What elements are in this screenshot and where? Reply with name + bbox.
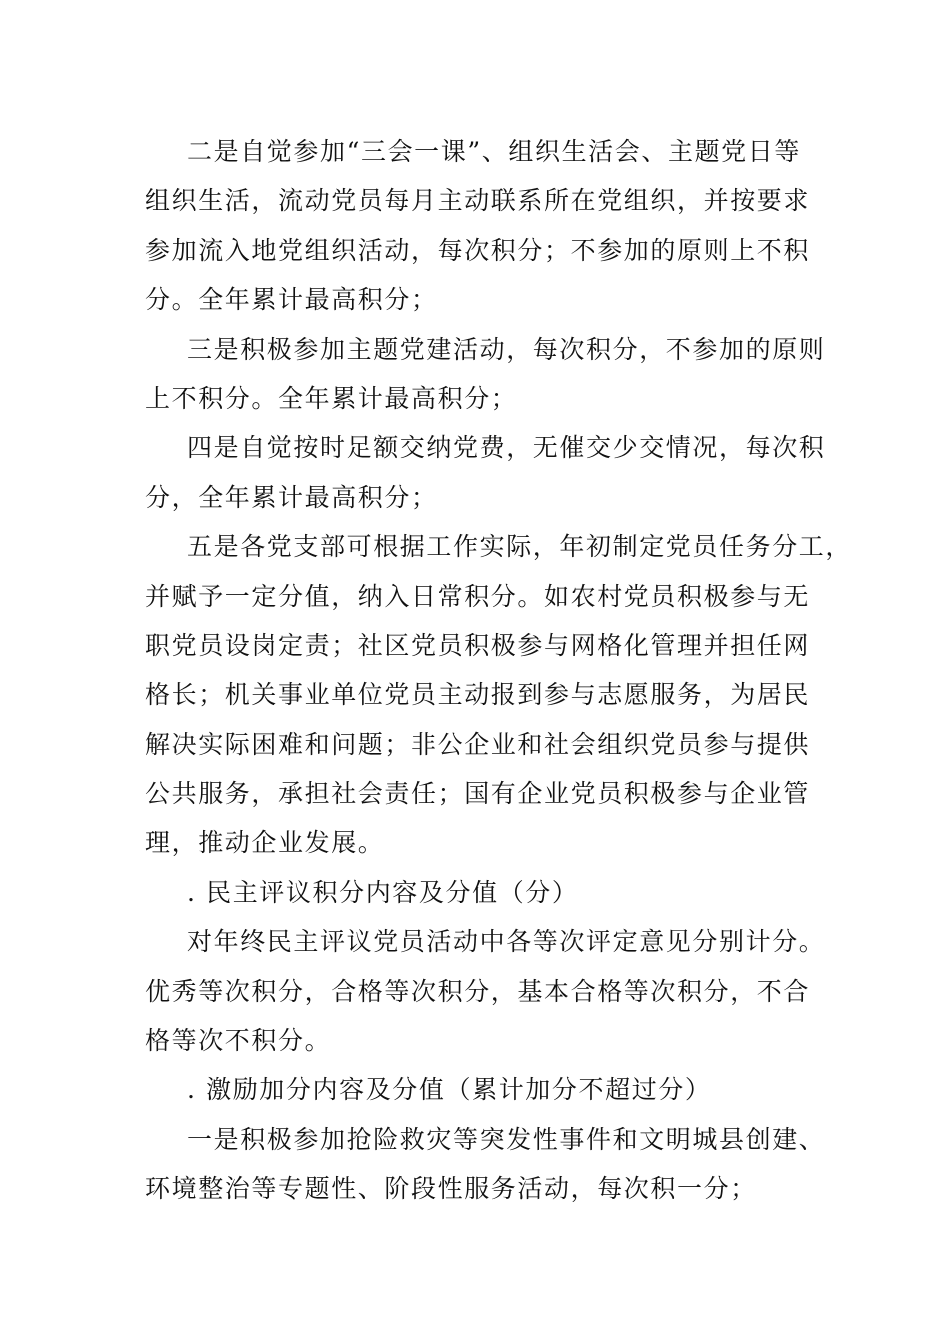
text-line: 三是积极参加主题党建活动，每次积分，不参加的原则 [187, 334, 826, 364]
text-line: 格等次不积分。 [145, 1026, 332, 1056]
text-line: 格长；机关事业单位党员主动报到参与志愿服务，为居民 [145, 680, 811, 710]
text-line: 一是积极参加抢险救灾等突发性事件和文明城县创建、 [187, 1124, 826, 1154]
text-line: 参加流入地党组织活动，每次积分；不参加的原则上不积 [145, 235, 811, 265]
text-line: 组织生活，流动党员每月主动联系所在党组织，并按要求 [145, 186, 811, 216]
text-line: 环境整治等专题性、阶段性服务活动，每次积一分； [145, 1174, 757, 1204]
text-line: 公共服务，承担社会责任；国有企业党员积极参与企业管 [145, 779, 811, 809]
text-line: 理，推动企业发展。 [145, 828, 385, 858]
document-body [145, 127, 853, 1214]
text-line: 优秀等次积分，合格等次积分，基本合格等次积分，不合 [145, 976, 811, 1006]
text-line: 职党员设岗定责；社区党员积极参与网格化管理并担任网 [145, 630, 811, 660]
text-line: 并赋予一定分值，纳入日常积分。如农村党员积极参与无 [145, 581, 811, 611]
text-line: 四是自觉按时足额交纳党费，无催交少交情况，每次积 [187, 433, 826, 463]
text-line: 分，全年累计最高积分； [145, 482, 438, 512]
text-line: 解决实际困难和问题；非公企业和社会组织党员参与提供 [145, 729, 811, 759]
text-line: 五是各党支部可根据工作实际，年初制定党员任务分工， [187, 532, 853, 562]
text-line: 对年终民主评议党员活动中各等次评定意见分别计分。 [187, 927, 826, 957]
text-line: 二是自觉参加“三会一课”、组织生活会、主题党日等 [187, 137, 801, 166]
text-line: 分。全年累计最高积分； [145, 285, 438, 315]
section-heading: . 激励加分内容及分值（累计加分不超过分） [187, 1075, 712, 1105]
section-heading: . 民主评议积分内容及分值（分） [187, 877, 579, 907]
text-line: 上不积分。全年累计最高积分； [145, 383, 518, 413]
